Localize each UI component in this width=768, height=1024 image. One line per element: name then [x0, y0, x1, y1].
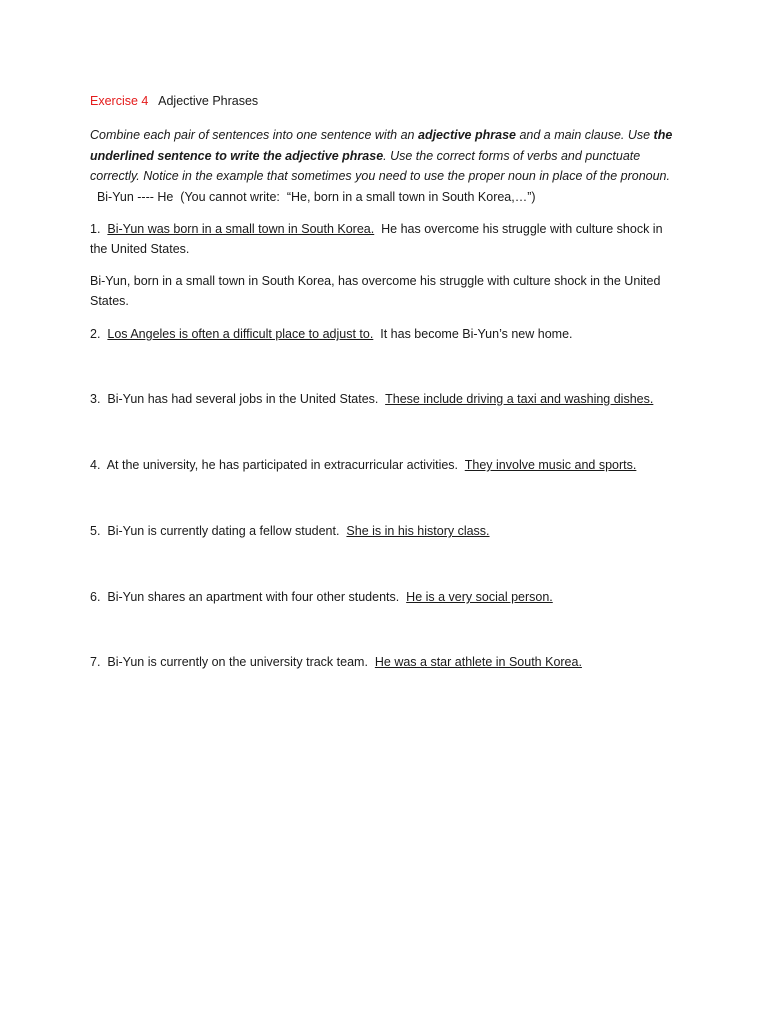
item-number: 4. — [90, 458, 101, 472]
exercise-item-5 — [90, 521, 680, 541]
exercise-number: Exercise 4 — [90, 94, 149, 108]
item-number: 1. — [90, 222, 101, 236]
plain-sentence: Bi-Yun has had several jobs in the United States. — [107, 392, 379, 406]
plain-sentence: Bi-Yun is currently on the university track team. — [107, 655, 368, 669]
plain-sentence: At the university, he has participated in extracurricular activities. — [106, 458, 459, 472]
item-number: 7. — [90, 655, 101, 669]
underlined-sentence: She is in his history class. — [346, 524, 490, 538]
exercise-title: Adjective Phrases — [158, 94, 259, 108]
exercise-heading — [90, 94, 258, 108]
item-number: 5. — [90, 524, 101, 538]
plain-sentence: It has become Bi-Yun’s new home. — [380, 327, 573, 341]
answer-example-text: Bi-Yun, born in a small town in South Korea, has overcome his struggle with culture shock in the United States. — [90, 274, 661, 308]
underlined-sentence: He was a star athlete in South Korea. — [374, 655, 582, 669]
instructions-text-3: . Use the correct forms of verbs and punctuate correctly. Notice in the example that sometimes you need to use the proper noun in place of the pronoun. — [90, 148, 670, 183]
plain-sentence: Bi-Yun is currently dating a fellow student. — [107, 524, 340, 538]
underlined-sentence: He is a very social person. — [406, 590, 553, 604]
instructions-bold-2b: underlined sentence to write the adjective phrase — [90, 148, 384, 163]
item-number: 3. — [90, 392, 101, 406]
exercise-item-3 — [90, 389, 680, 409]
exercise-item-2 — [90, 324, 680, 344]
plain-sentence: Bi-Yun shares an apartment with four other students. — [107, 590, 400, 604]
item-number: 2. — [90, 327, 101, 341]
underlined-sentence: These include driving a taxi and washing dishes. — [385, 392, 654, 406]
underlined-sentence: Los Angeles is often a difficult place to adjust to. — [107, 327, 374, 341]
plain-sentence: He has overcome his struggle with culture shock in the United States. — [90, 222, 663, 256]
exercise-item-1 — [90, 219, 680, 259]
item-number: 6. — [90, 590, 101, 604]
instructions-paragraph — [90, 125, 680, 207]
underlined-sentence: They involve music and sports. — [464, 458, 637, 472]
instructions-bold-1: adjective phrase — [418, 128, 516, 142]
exercise-item-7 — [90, 652, 680, 672]
answer-example — [90, 271, 680, 311]
instructions-text-2: and a main clause. Use — [515, 128, 654, 142]
instructions-example: Bi-Yun ---- He (You cannot write: “He, born in a small town in South Korea,…”) — [90, 189, 536, 204]
instructions-bold-2a: the — [653, 128, 673, 142]
instructions-text-1: Combine each pair of sentences into one sentence with an — [90, 128, 418, 142]
exercise-item-4 — [90, 455, 680, 475]
exercise-item-6 — [90, 587, 680, 607]
underlined-sentence: Bi-Yun was born in a small town in South Korea. — [107, 222, 375, 236]
